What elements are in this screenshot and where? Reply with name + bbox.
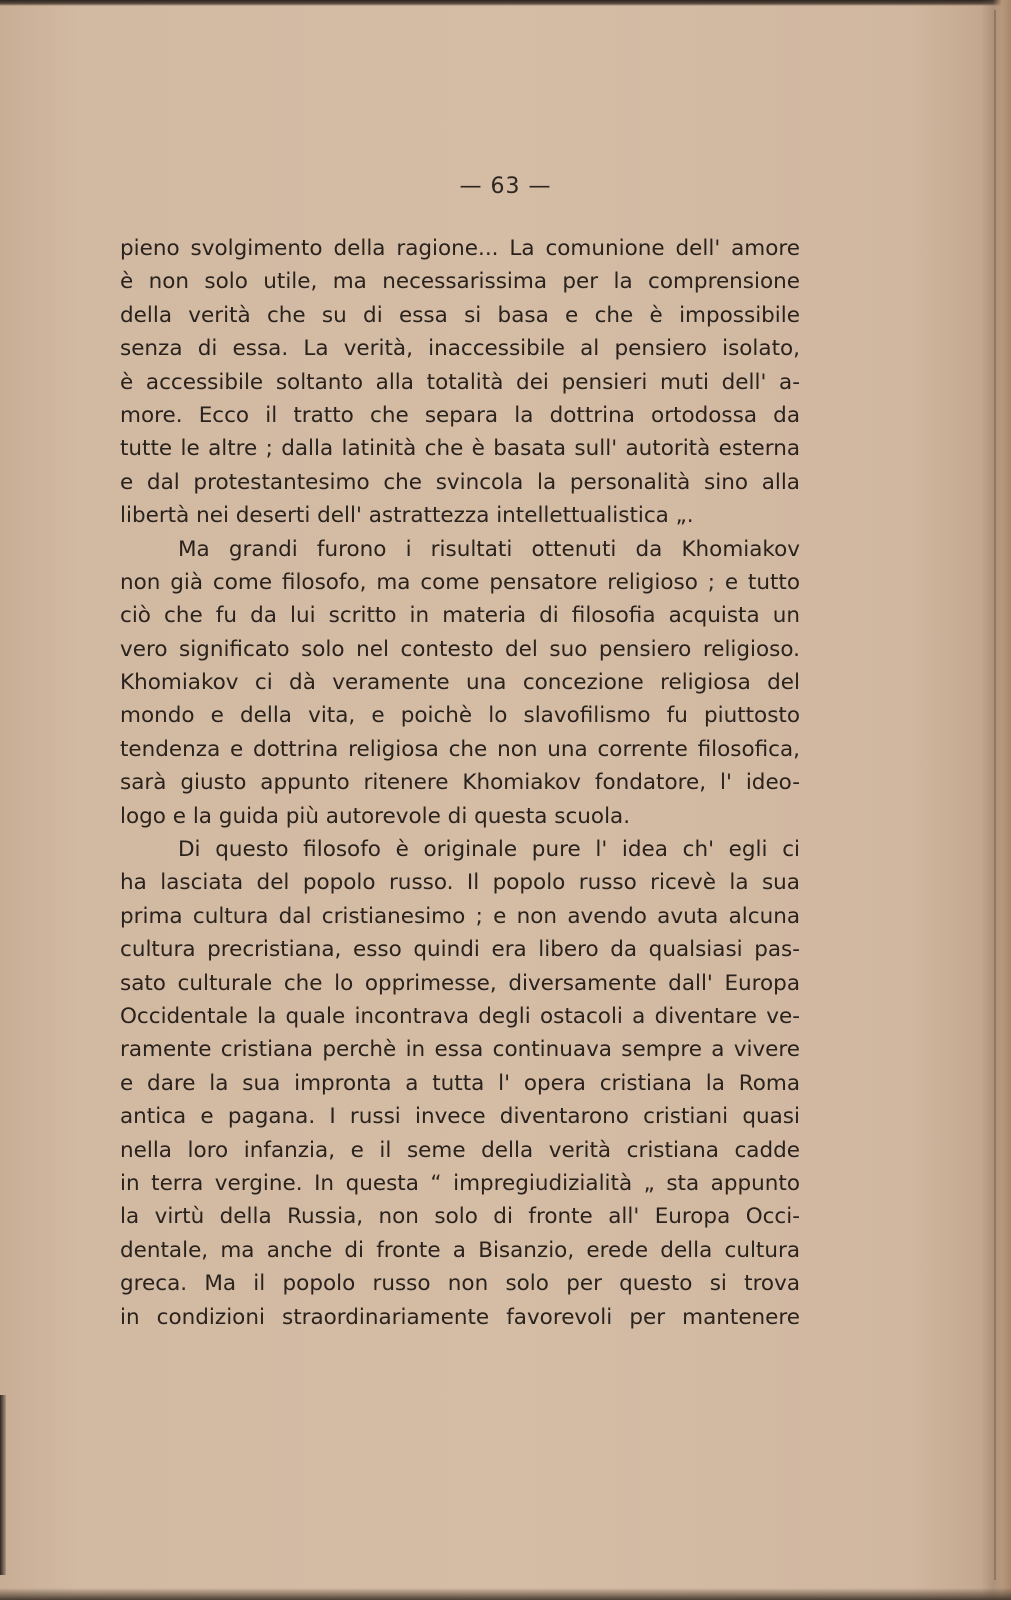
text-line: della verità che su di essa si basa e che è impossibile	[120, 302, 800, 328]
text-line: sato culturale che lo opprimesse, diversamente dall' Europa	[120, 970, 800, 996]
text-line: ramente cristiana perchè in essa continuava sempre a vivere	[120, 1037, 800, 1063]
text-line: in terra vergine. In questa “ impregiudizialità „ sta appunto	[120, 1170, 800, 1196]
text-line: dentale, ma anche di fronte a Bisanzio, erede della cultura	[120, 1237, 800, 1263]
text-line: antica e pagana. I russi invece diventarono cristiani quasi	[120, 1104, 800, 1130]
text-line: mondo e della vita, e poichè lo slavofilismo fu piuttosto	[120, 703, 800, 729]
page-right-edge	[981, 0, 1011, 1600]
text-line: la virtù della Russia, non solo di fronte all' Europa Occi-	[120, 1204, 800, 1230]
text-line: è accessibile soltanto alla totalità dei pensieri muti dell' a-	[120, 369, 800, 395]
text-line: pieno svolgimento della ragione... La comunione dell' amore	[120, 236, 800, 261]
text-line: logo e la guida più autorevole di questa scuola.	[120, 803, 631, 829]
text-line: greca. Ma il popolo russo non solo per questo si trova	[120, 1271, 800, 1297]
page-left-shadow	[0, 1395, 6, 1575]
text-line: Occidentale la quale incontrava degli ostacoli a diventare ve-	[120, 1003, 800, 1029]
text-line: e dare la sua impronta a tutta l' opera cristiana la Roma	[120, 1070, 800, 1096]
text-line: è non solo utile, ma necessarissima per la comprensione	[120, 269, 800, 295]
text-line: sarà giusto appunto ritenere Khomiakov fondatore, l' ideo-	[120, 770, 800, 796]
text-line: tutte le altre ; dalla latinità che è basata sull' autorità esterna	[120, 436, 800, 462]
text-line: Di questo filosofo è originale pure l' idea ch' egli ci	[178, 837, 800, 863]
text-line: libertà nei deserti dell' astrattezza intellettualistica „.	[120, 503, 694, 529]
text-line: tendenza e dottrina religiosa che non una corrente filosofica,	[120, 736, 800, 762]
text-line: non già come filosofo, ma come pensatore religioso ; e tutto	[120, 569, 800, 595]
text-line: prima cultura dal cristianesimo ; e non avendo avuta alcuna	[120, 903, 800, 929]
text-line: Ma grandi furono i risultati ottenuti da Khomiakov	[178, 536, 800, 562]
text-line: cultura precristiana, esso quindi era libero da qualsiasi pas-	[120, 937, 800, 963]
text-line: in condizioni straordinariamente favorevoli per mantenere	[120, 1304, 800, 1330]
body-text	[120, 232, 800, 1334]
text-line: senza di essa. La verità, inaccessibile al pensiero isolato,	[120, 336, 800, 362]
page-fold-line	[994, 10, 996, 1580]
text-line: e dal protestantesimo che svincola la personalità sino alla	[120, 469, 800, 495]
text-line: ha lasciata del popolo russo. Il popolo russo ricevè la sua	[120, 870, 800, 896]
text-line: Khomiakov ci dà veramente una concezione religiosa del	[120, 670, 800, 696]
text-line: ciò che fu da lui scritto in materia di filosofia acquista un	[120, 603, 800, 629]
page-bottom-edge	[0, 1588, 1011, 1600]
text-line: nella loro infanzia, e il seme della verità cristiana cadde	[120, 1137, 800, 1163]
page-top-edge	[0, 0, 1011, 6]
text-line: more. Ecco il tratto che separa la dottrina ortodossa da	[120, 402, 800, 428]
text-line: vero significato solo nel contesto del suo pensiero religioso.	[120, 636, 800, 662]
page-number: — 63 —	[459, 174, 552, 199]
